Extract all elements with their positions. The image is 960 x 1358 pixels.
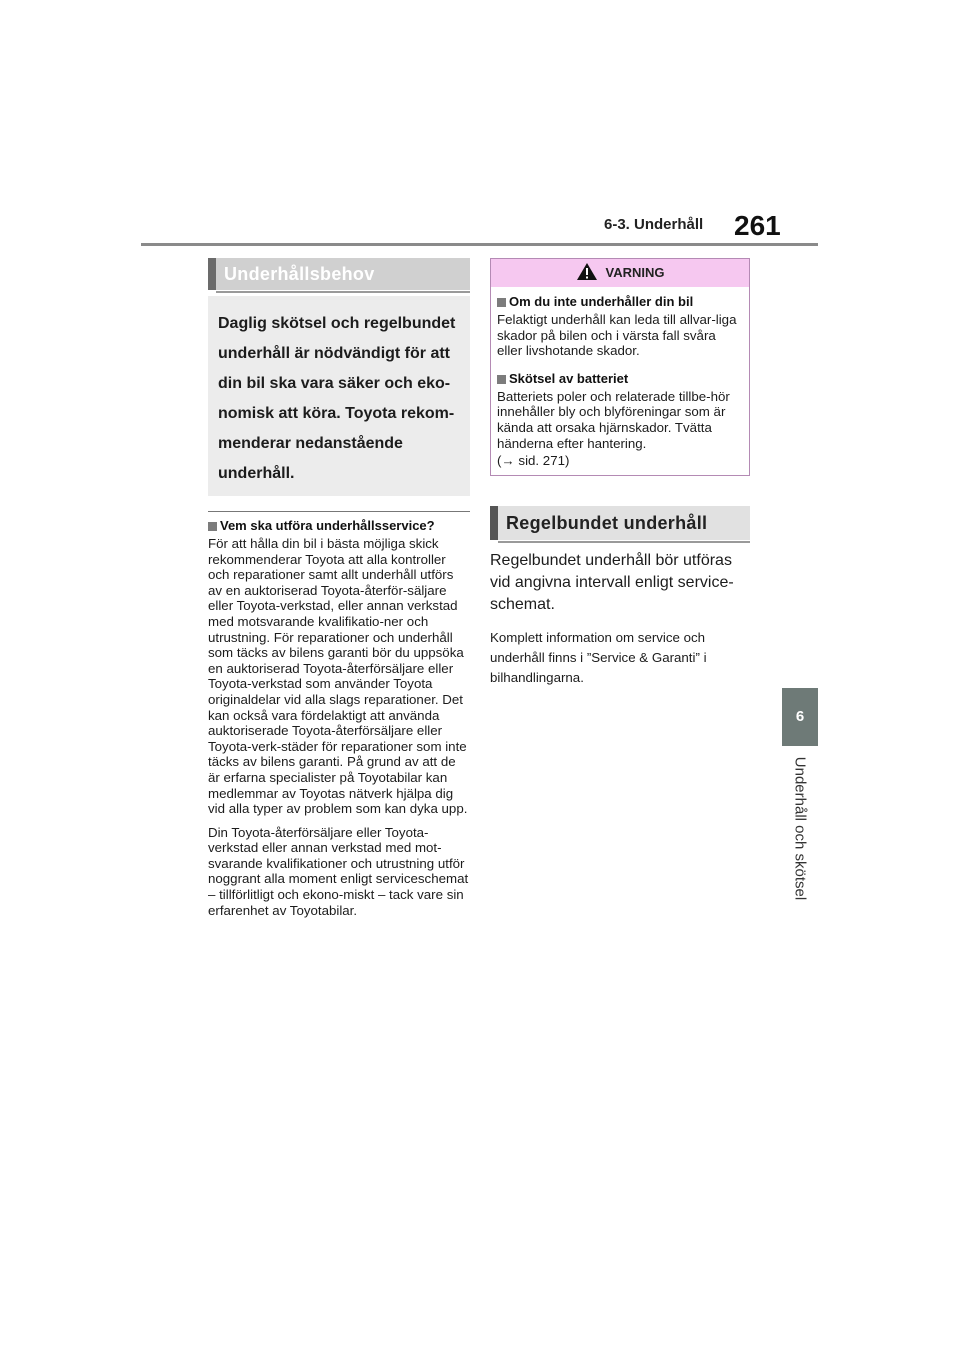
- chapter-tab[interactable]: 6: [782, 688, 818, 746]
- intro-box: [208, 296, 470, 496]
- left-column: [208, 258, 470, 926]
- square-bullet-icon: [497, 375, 506, 384]
- paragraph: Din Toyota-återförsäljare eller Toyota-verkstad eller annan verkstad med mot-svarande kvalifikationer och utrustning utför noggrant alla moment enligt serviceschemat – tillförlitligt och ekono-miskt – tack vare sin erfarenhet av Toyotabilar.: [208, 824, 469, 918]
- page-number: 261: [734, 210, 781, 241]
- chapter-tab-label: [782, 756, 818, 906]
- section-heading-regelbundet: Regelbundet underhåll: [490, 506, 750, 540]
- warning-body: [491, 287, 749, 475]
- chapter-label-text: Underhåll och skötsel: [791, 756, 809, 901]
- warning-header: [491, 259, 749, 287]
- section-title: 6-3. Underhåll: [604, 216, 704, 233]
- warning-box: [490, 258, 750, 476]
- intro-line: underhåll.: [218, 465, 295, 482]
- page-reference-link[interactable]: (→ sid. 271): [497, 453, 570, 469]
- warning-item-heading-text: Skötsel av batteriet: [509, 370, 629, 386]
- warning-item-heading-text: Om du inte underhåller din bil: [509, 294, 694, 309]
- intro-line: Daglig skötsel och regelbundet: [218, 315, 456, 332]
- subheading-vem: [208, 518, 470, 533]
- intro-line: din bil ska vara säker och eko-: [218, 375, 451, 392]
- regel-paragraph: Regelbundet underhåll bör utföras vid angivna intervall enligt service-schemat.: [490, 551, 734, 613]
- divider: [208, 511, 470, 512]
- warning-item-heading: [497, 371, 741, 386]
- intro-line: underhåll är nödvändigt för att: [218, 345, 451, 362]
- section-heading-underhallsbehov: Underhållsbehov: [208, 258, 470, 290]
- square-bullet-icon: [208, 522, 217, 531]
- warning-item-text: Felaktigt underhåll kan leda till allvar-liga skador på bilen och i värsta fall svåra eller livshotande skador.: [497, 312, 737, 359]
- intro-line: nomisk att köra. Toyota rekom-: [218, 405, 455, 422]
- right-column: [490, 258, 750, 688]
- paragraph: För att hålla din bil i bästa möjliga skick rekommenderar Toyota att alla kontroller och reparationer samt allt underhåll utförs av en auktoriserad Toyota-återför-säljare eller Toyota-verkstad, eller annan verkstad med motsvarande kvalifikatio-ner och utrustning. För reparationer och underhåll som täcks av bilens garanti bör du uppsöka en auktoriserad Toyota-återförsäljare eller Toyota-verkstad som använder Toyota originaldelar vid alla slags reparationer. Det kan också vara fördelaktigt att använda auktoriserade Toyota-återförsäljare eller Toyota-verk-städer för reparationer som inte täcks av bilens garanti. På grund av att de är erfarna specialister på Toyotabilar kan medlemmar av Toyotas nätverk hjälpa dig vid alla typer av problem som kan dyka upp.: [208, 536, 468, 817]
- square-bullet-icon: [497, 298, 506, 307]
- warning-triangle-icon: [576, 262, 598, 281]
- warning-title: VARNING: [605, 265, 665, 280]
- intro-line: menderar nedanstående: [218, 435, 403, 452]
- header-divider: [141, 243, 818, 246]
- regel-note: Komplett information om service och underhåll finns i ”Service & Garanti” i bilhandlingarna.: [490, 629, 707, 685]
- subheading-text: Vem ska utföra underhållsservice?: [220, 518, 435, 533]
- warning-item-text: Batteriets poler och relaterade tillbe-hör innehåller bly och blyföreningar som är kända att orsaka hjärnskador. Tvätta händerna efter hantering.: [497, 388, 730, 451]
- warning-item-heading: [497, 294, 741, 309]
